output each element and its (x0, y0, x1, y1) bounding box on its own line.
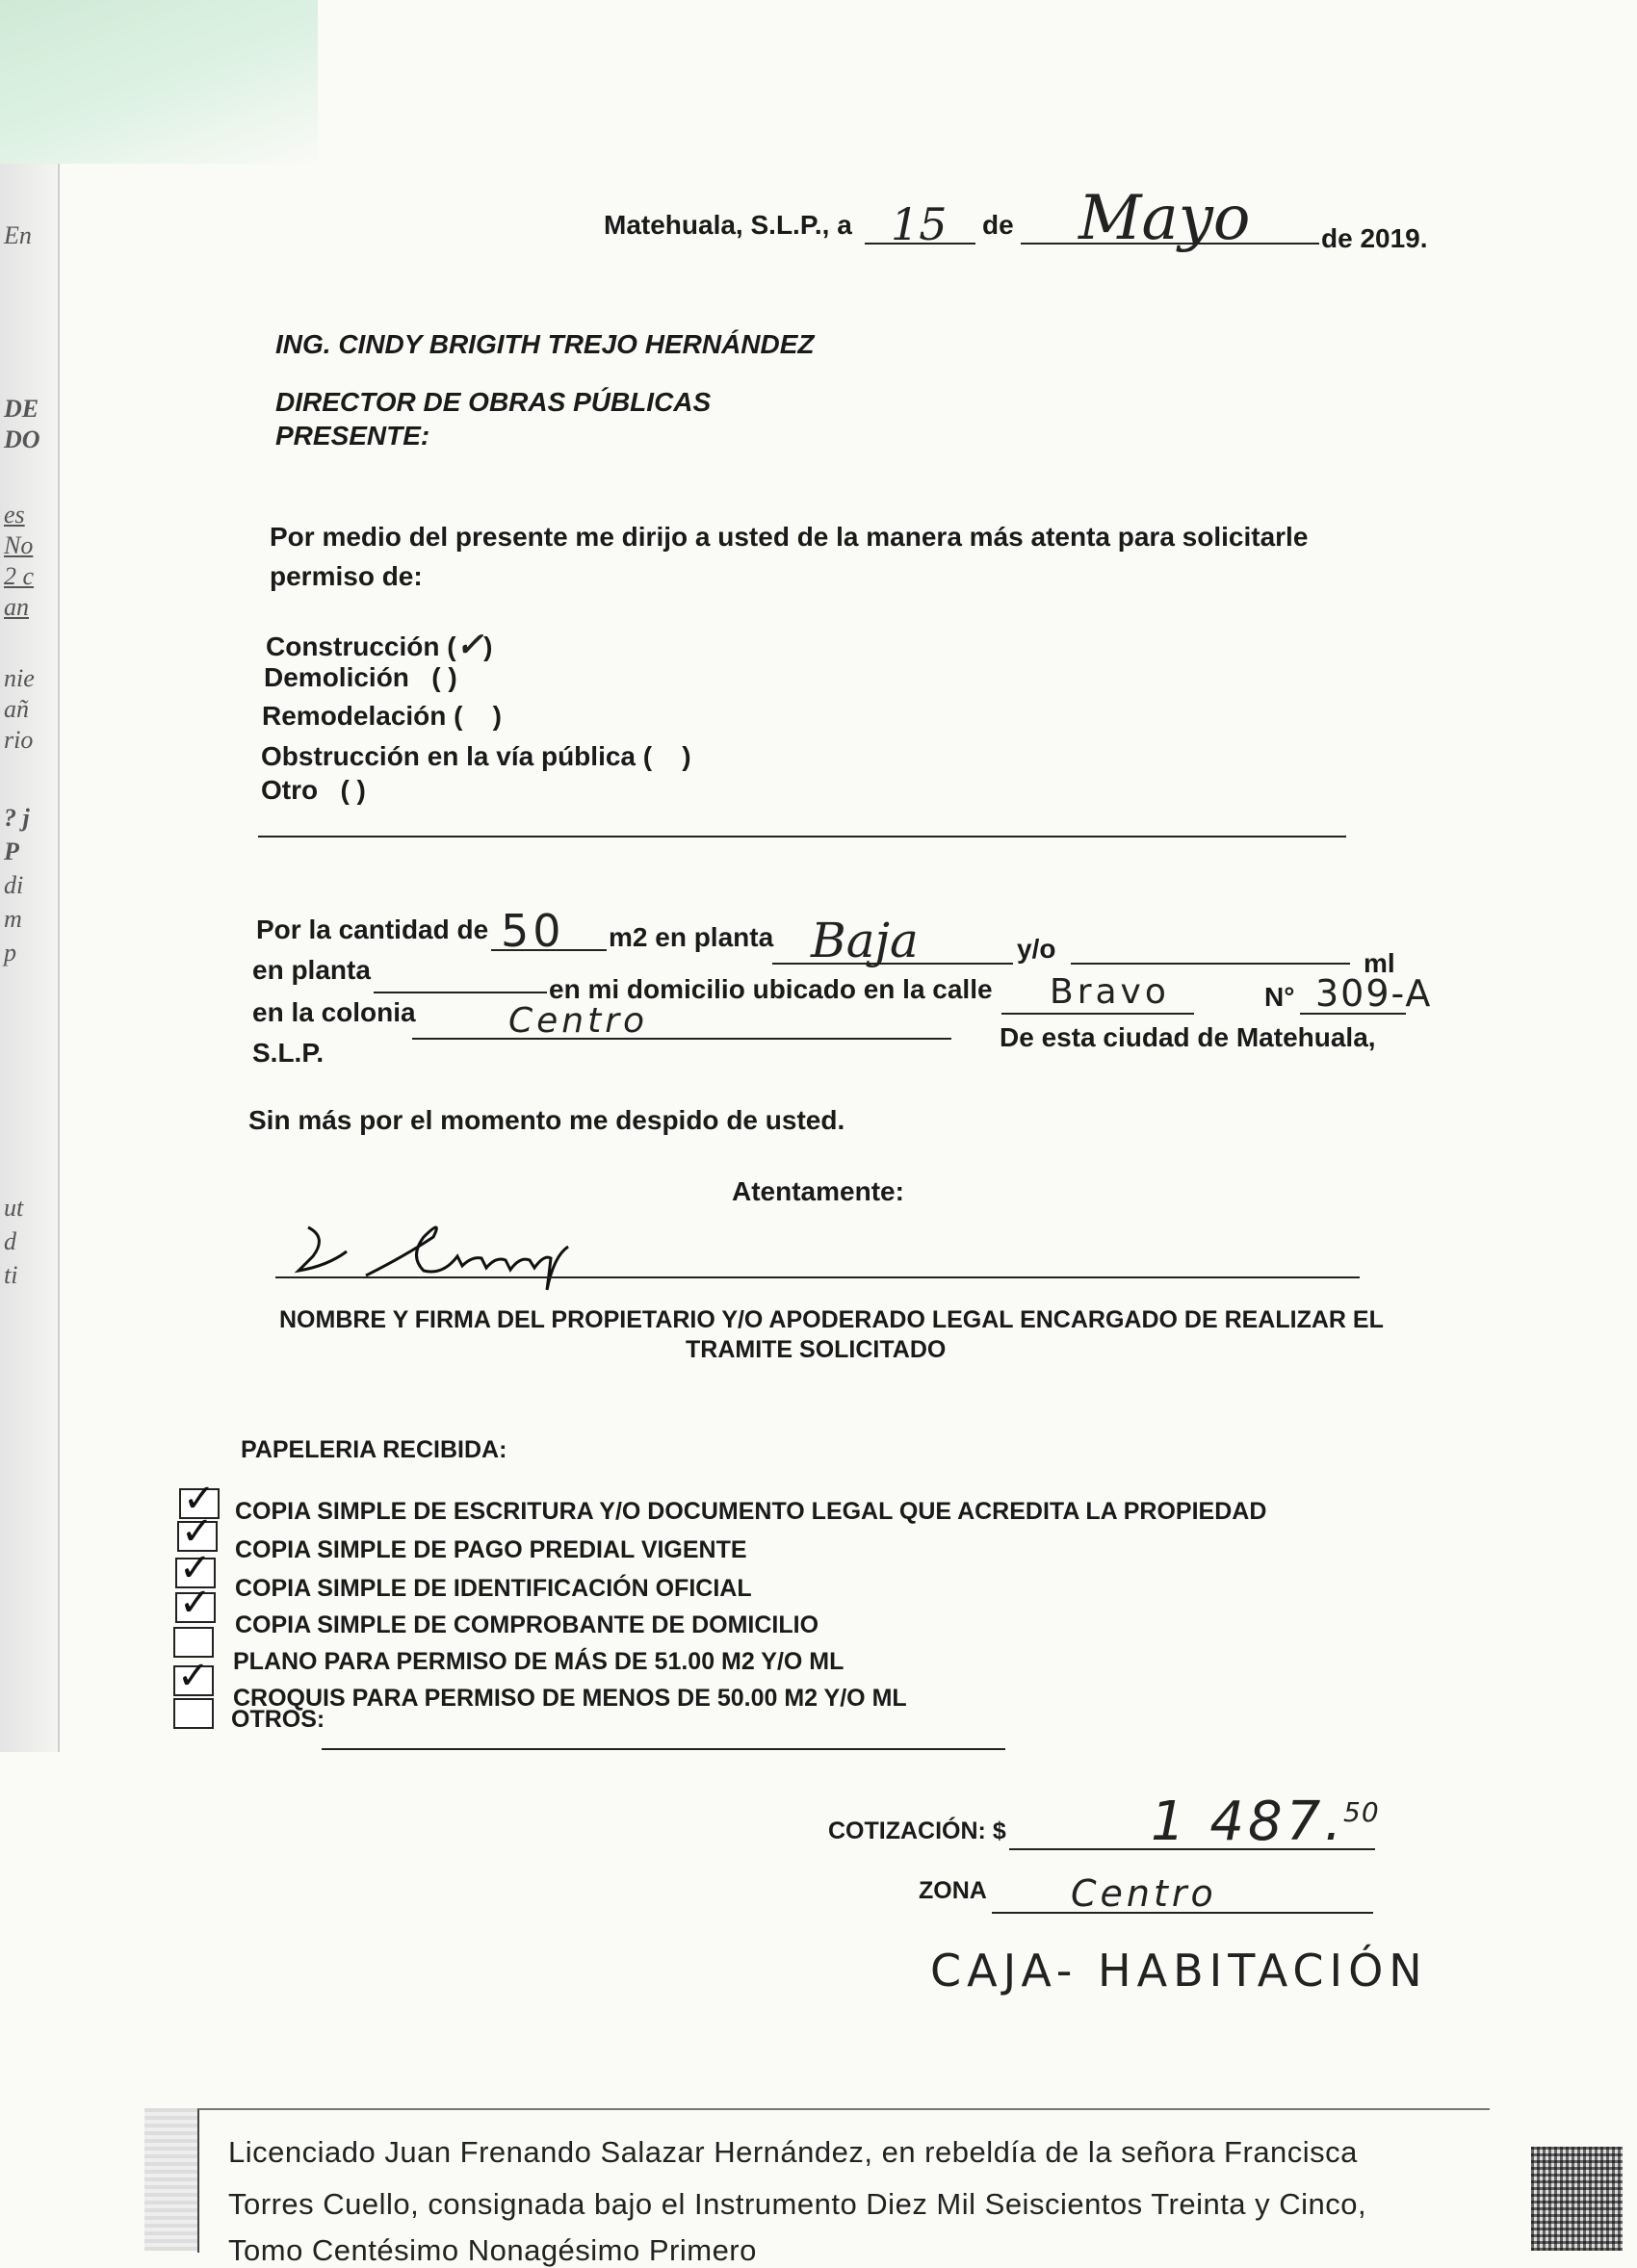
day-value: 15 (891, 198, 948, 250)
margin-fragment: di (4, 871, 24, 899)
signature-image (289, 1198, 636, 1304)
margin-fragment: añ (4, 695, 29, 723)
item-identificacion: COPIA SIMPLE DE IDENTIFICACIÓN OFICIAL (235, 1575, 752, 1602)
item-predial: COPIA SIMPLE DE PAGO PREDIAL VIGENTE (235, 1536, 747, 1563)
item-plano: PLANO PARA PERMISO DE MÁS DE 51.00 M2 Y/O ML (233, 1648, 844, 1675)
option-remodelacion: Remodelación ( ) (262, 701, 502, 731)
margin-fragment: DO (4, 425, 40, 453)
checkbox-croquis[interactable] (173, 1654, 214, 1698)
colonia-label: en la colonia (252, 997, 416, 1027)
checkbox-otros[interactable] (173, 1698, 214, 1729)
de-text: de (982, 210, 1014, 240)
cantidad-value: 50 (501, 905, 565, 957)
planta-value: Baja (811, 913, 919, 968)
cotizacion-label: COTIZACIÓN: $ (828, 1817, 1006, 1844)
year-suffix: de 2019. (1321, 223, 1428, 253)
margin-fragment: rio (4, 726, 34, 754)
option-mark: ✓ (455, 626, 484, 664)
option-construccion: Construcción (✓) (266, 626, 493, 664)
intro-line-2: permiso de: (270, 561, 423, 591)
m2-en-planta: m2 en planta (609, 922, 774, 952)
margin-fragment: nie (4, 664, 35, 692)
footer-notary-text (197, 2108, 1490, 2267)
ciudad-text: De esta ciudad de Matehuala, (1000, 1022, 1376, 1052)
calle-line (1001, 1013, 1194, 1015)
cotizacion-value: 1 487. (1151, 1791, 1346, 1853)
colonia-value: Centro (508, 1001, 649, 1041)
caja-habitacion-note: CAJA- HABITACIÓN (930, 1945, 1428, 1997)
colonia-line (412, 1038, 951, 1040)
margin-fragment: es (4, 501, 25, 528)
yo-text: y/o (1017, 934, 1056, 964)
margin-fragment: ti (4, 1261, 18, 1289)
footer-line-1: Licenciado Juan Frenando Salazar Hernández, en rebeldía de la señora Francisca (228, 2135, 1358, 2169)
atentamente-text: Atentamente: (732, 1176, 904, 1206)
item-croquis: CROQUIS PARA PERMISO DE MENOS DE 50.00 M2 Y/O ML (233, 1685, 907, 1712)
option-otro: Otro ( ) (261, 775, 366, 805)
zona-value: Centro (1071, 1872, 1217, 1915)
place-prefix: Matehuala, S.L.P., a (604, 210, 852, 240)
numero-value: 309-A (1315, 972, 1433, 1015)
check-mark: ✓ (181, 1509, 214, 1554)
cotizacion-cents: 50 (1343, 1796, 1380, 1828)
firma-line-2: TRAMITE SOLICITADO (686, 1336, 947, 1363)
margin-fragment: d (4, 1227, 16, 1255)
option-demolicion: Demolición ( ) (264, 662, 457, 692)
left-page-edge (0, 164, 60, 1752)
addressee-presente: PRESENTE: (275, 421, 430, 451)
check-mark: ✓ (183, 1477, 216, 1521)
margin-fragment: ut (4, 1194, 24, 1222)
item-domicilio: COPIA SIMPLE DE COMPROBANTE DE DOMICILIO (235, 1611, 819, 1638)
signature-line (275, 1276, 1360, 1278)
margin-fragment: En (4, 221, 32, 249)
numero-label: N° (1264, 982, 1295, 1012)
en-planta-text: en planta (252, 955, 371, 985)
checkbox-domicilio[interactable] (175, 1581, 216, 1625)
check-mark: ✓ (179, 1581, 212, 1625)
intro-line-1: Por medio del presente me dirijo a usted de la manera más atenta para solicitarle (270, 522, 1309, 552)
margin-fragment: P (4, 838, 19, 865)
otros-line (322, 1748, 1005, 1750)
margin-fragment: 2 c (4, 562, 35, 590)
zona-label: ZONA (919, 1877, 987, 1904)
despedida-text: Sin más por el momento me despido de usted. (248, 1105, 845, 1135)
margin-fragment: ? j (4, 804, 30, 832)
item-escritura: COPIA SIMPLE DE ESCRITURA Y/O DOCUMENTO LEGAL QUE ACREDITA LA PROPIEDAD (235, 1498, 1267, 1525)
addressee-title: DIRECTOR DE OBRAS PÚBLICAS (275, 387, 712, 417)
ml-line (1071, 963, 1350, 965)
month-value: Mayo (1078, 183, 1251, 254)
ml-text: ml (1364, 948, 1395, 978)
cantidad-prefix: Por la cantidad de (256, 915, 489, 944)
item-otros: OTROS: (231, 1706, 325, 1733)
margin-fragment: p (4, 939, 16, 966)
firma-line-1: NOMBRE Y FIRMA DEL PROPIETARIO Y/O APODERADO LEGAL ENCARGADO DE REALIZAR EL (279, 1306, 1384, 1333)
calle-value: Bravo (1050, 972, 1170, 1012)
margin-fragment: No (4, 531, 34, 559)
footer-stamp (144, 2108, 197, 2251)
qr-code-image (1531, 2147, 1623, 2251)
check-mark: ✓ (179, 1546, 212, 1590)
check-mark: ✓ (177, 1654, 210, 1698)
domicilio-text: en mi domicilio ubicado en la calle (549, 974, 993, 1004)
margin-fragment: DE (4, 395, 39, 423)
option-obstruccion: Obstrucción en la vía pública ( ) (261, 741, 691, 771)
margin-fragment: an (4, 593, 29, 621)
slp-text: S.L.P. (252, 1038, 325, 1068)
addressee-name: ING. CINDY BRIGITH TREJO HERNÁNDEZ (275, 329, 815, 359)
otro-line (258, 836, 1346, 838)
en-planta-line (374, 992, 547, 993)
margin-fragment: m (4, 905, 22, 933)
footer-line-3: Tomo Centésimo Nonagésimo Primero (228, 2233, 757, 2267)
scan-green-tint (0, 0, 318, 164)
footer-line-2: Torres Cuello, consignada bajo el Instrumento Diez Mil Seiscientos Treinta y Cinco, (228, 2187, 1367, 2221)
papeleria-heading: PAPELERIA RECIBIDA: (241, 1436, 507, 1463)
